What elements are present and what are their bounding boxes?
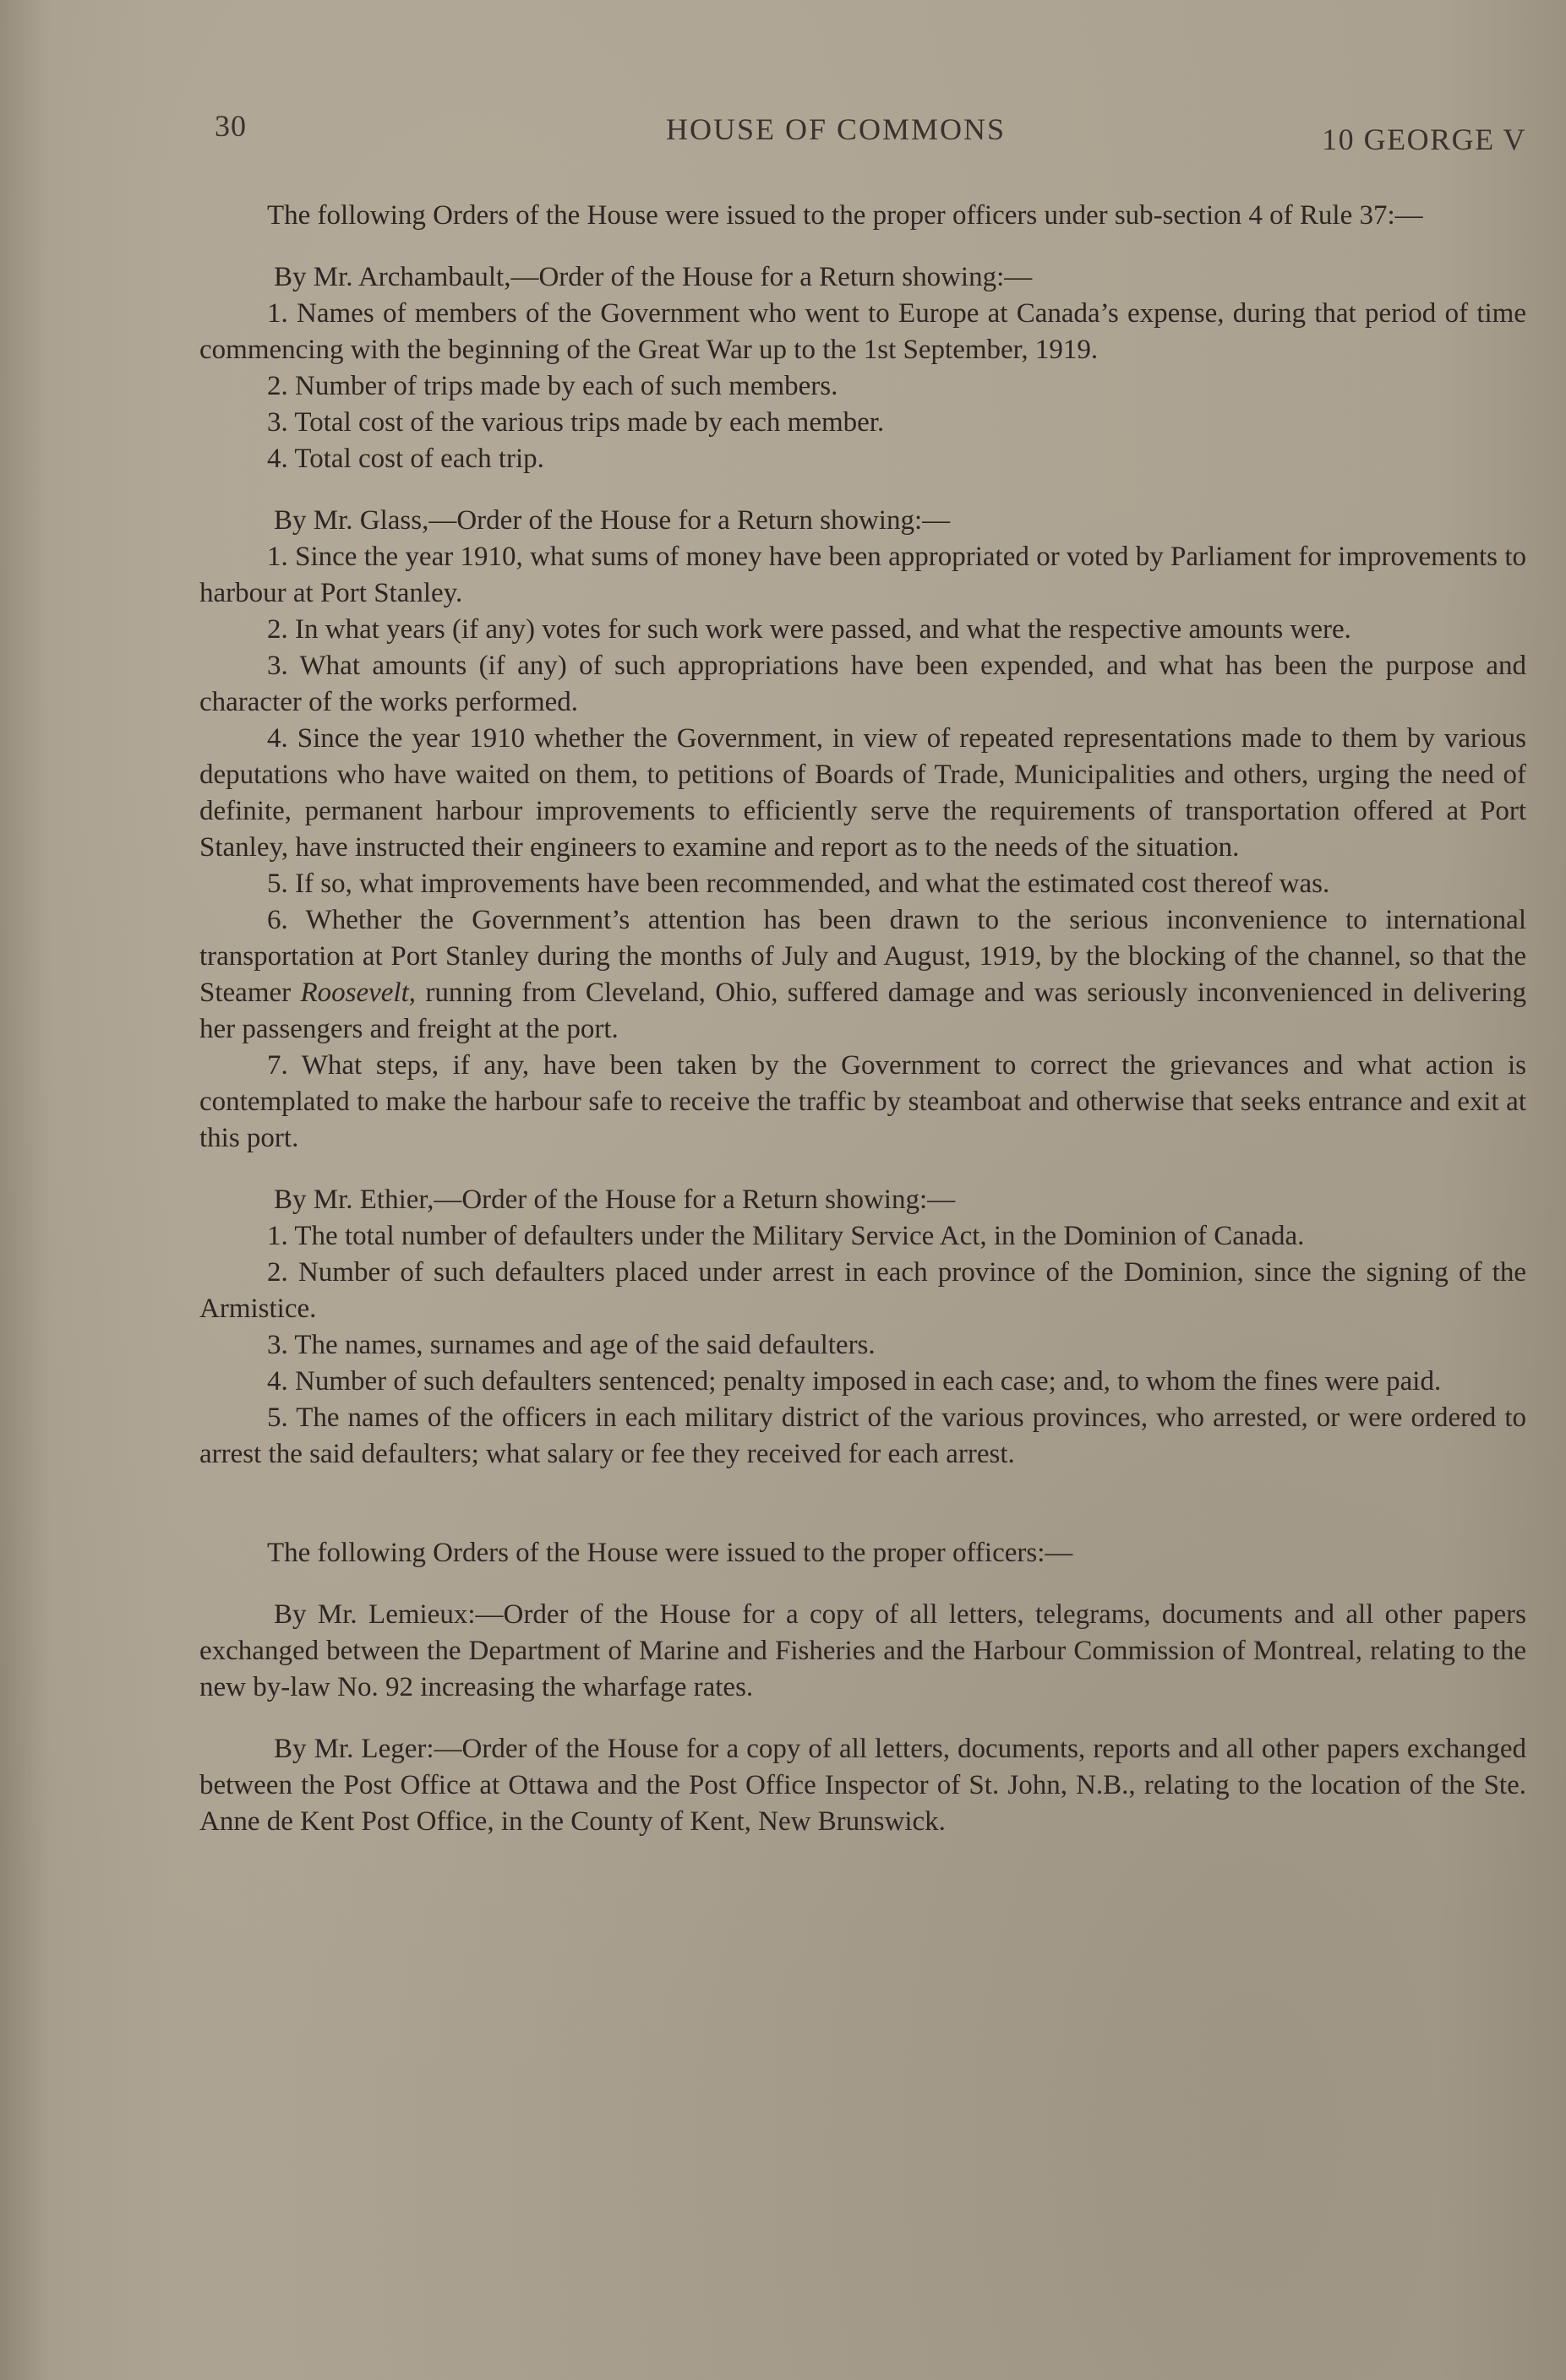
archambault-byline: By Mr. Archambault,—Order of the House for a Return showing:— bbox=[274, 262, 1033, 292]
page-number: 30 bbox=[215, 109, 247, 143]
glass-item-6-text-after: running from Cleveland, Ohio, suffered damage and was seriously inconvenienced in delivering her passengers and freight at the port. bbox=[199, 978, 1526, 1044]
session-label: 10 GEORGE V bbox=[1322, 123, 1526, 156]
glass-item-6 bbox=[199, 902, 1526, 1048]
archambault-item-4: 4. Total cost of each trip. bbox=[267, 444, 544, 474]
ethier-item-3: 3. The names, surnames and age of the said defaulters. bbox=[267, 1330, 876, 1360]
intro-paragraph-subsection: The following Orders of the House were issued to the proper officers under sub-section 4 of Rule 37:— bbox=[267, 200, 1423, 231]
leger-order: By Mr. Leger:—Order of the House for a copy of all letters, documents, reports and all other papers exchanged between the Post Office at Ottawa and the Post Office Inspector of St. John, N.B., relating to the location of the Ste. Anne de Kent Post Office, in the County of Kent, New Brunswick. bbox=[199, 1734, 1526, 1837]
ethier-byline: By Mr. Ethier,—Order of the House for a Return showing:— bbox=[274, 1185, 956, 1215]
ethier-item-5: 5. The names of the officers in each military district of the various provinces, who arrested, or were ordered to arrest the said defaulters; what salary or fee they received for each arrest. bbox=[199, 1402, 1526, 1469]
page-title: HOUSE OF COMMONS bbox=[666, 112, 1007, 146]
glass-item-6-text-before: 6. Whether the Government’s attention has been drawn to the serious inconvenience to international transportation at Port Stanley during the months of July and August, 1919, by the blocking of the channel, so that the Steamer bbox=[199, 905, 1526, 1008]
archambault-item-3: 3. Total cost of the various trips made by each member. bbox=[267, 407, 885, 438]
glass-item-7: 7. What steps, if any, have been taken by the Government to correct the grievances and what action is contemplated to make the harbour safe to receive the traffic by steamboat and otherwise that seeks entrance and exit at this port. bbox=[199, 1050, 1526, 1153]
page-content bbox=[199, 100, 1526, 1840]
ethier-item-1: 1. The total number of defaulters under the Military Service Act, in the Dominion of Canada. bbox=[267, 1221, 1305, 1251]
glass-item-5: 5. If so, what improvements have been recommended, and what the estimated cost thereof was. bbox=[267, 869, 1330, 899]
archambault-item-1: 1. Names of members of the Government who went to Europe at Canada’s expense, during that period of time commencing with the beginning of the Great War up to the 1st September, 1919. bbox=[199, 298, 1526, 365]
glass-byline: By Mr. Glass,—Order of the House for a Return showing:— bbox=[274, 505, 951, 536]
glass-item-3: 3. What amounts (if any) of such appropriations have been expended, and what has been the purpose and character of the works performed. bbox=[199, 651, 1526, 717]
glass-item-1: 1. Since the year 1910, what sums of money have been appropriated or voted by Parliament for improvements to harbour at Port Stanley. bbox=[199, 542, 1526, 608]
ethier-item-4: 4. Number of such defaulters sentenced; penalty imposed in each case; and, to whom the fines were paid. bbox=[267, 1366, 1442, 1397]
glass-item-4: 4. Since the year 1910 whether the Government, in view of repeated representations made to them by various deputations who have waited on them, to petitions of Boards of Trade, Municipalities and others, urging the need of definite, permanent harbour improvements to efficiently serve the requirements of transportation offered at Port Stanley, have instructed their engineers to examine and report as to the needs of the situation. bbox=[199, 723, 1526, 863]
steamer-name: Roosevelt, bbox=[300, 978, 416, 1008]
ethier-item-2: 2. Number of such defaulters placed under arrest in each province of the Dominion, since the signing of the Armistice. bbox=[199, 1257, 1526, 1324]
intro-paragraph-officers: The following Orders of the House were issued to the proper officers:— bbox=[267, 1538, 1073, 1568]
lemieux-order: By Mr. Lemieux:—Order of the House for a copy of all letters, telegrams, documents and all other papers exchanged between the Department of Marine and Fisheries and the Harbour Commission of Montreal, relating to the new by-law No. 92 increasing the wharfage rates. bbox=[199, 1599, 1526, 1702]
archambault-item-2: 2. Number of trips made by each of such members. bbox=[267, 371, 838, 401]
glass-item-2: 2. In what years (if any) votes for such work were passed, and what the respective amounts were. bbox=[267, 614, 1351, 645]
running-head bbox=[199, 100, 1526, 156]
